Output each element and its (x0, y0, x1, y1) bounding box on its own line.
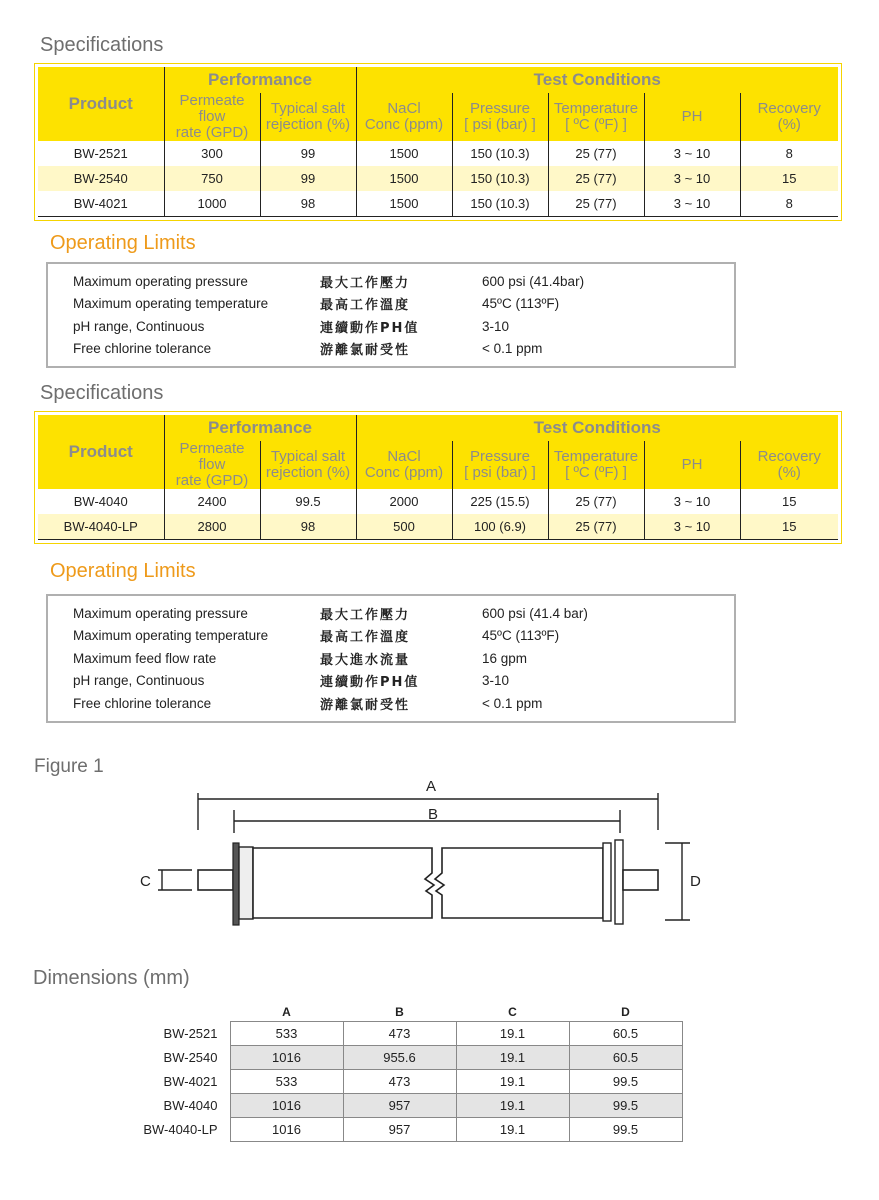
ph-cell: 3 ~ 10 (644, 489, 740, 514)
limit-value: < 0.1 ppm (482, 341, 543, 357)
pressure-cell: 100 (6.9) (452, 514, 548, 539)
dim-c-cell: 19.1 (456, 1069, 569, 1093)
rejection-cell: 99 (260, 141, 356, 166)
limit-row (48, 692, 734, 715)
dimension-a-label: A (426, 778, 437, 795)
test-conditions-header: Test Conditions (356, 67, 838, 93)
recovery-cell: 15 (740, 514, 838, 539)
limit-label-zh: 最大工作壓力 (320, 607, 411, 623)
dimensions-table (130, 1003, 683, 1142)
dim-a-cell: 1016 (230, 1045, 343, 1069)
permeate-flow-header: Permeate flow rate (GPD) (164, 93, 260, 141)
limit-label: pH range, Continuous (73, 318, 205, 334)
right-end-cap (615, 840, 623, 924)
ph-cell: 3 ~ 10 (644, 166, 740, 191)
model-cell: BW-4021 (163, 1073, 218, 1089)
dim-header-a: A (282, 1004, 291, 1019)
limit-label: Maximum operating temperature (73, 296, 269, 312)
nacl-cell: 2000 (356, 489, 452, 514)
table-row (38, 489, 838, 514)
operating-limits-box-1 (46, 262, 736, 368)
pressure-cell: 150 (10.3) (452, 141, 548, 166)
membrane-diagram (120, 775, 720, 940)
specifications-title: Specifications (40, 382, 164, 404)
table-row (130, 1117, 682, 1141)
recovery-cell: 15 (740, 489, 838, 514)
limit-label: pH range, Continuous (73, 673, 205, 689)
right-collar (603, 843, 611, 921)
permeate-cell: 2800 (164, 514, 260, 539)
limit-label: Maximum operating temperature (73, 628, 269, 644)
pressure-header: Pressure [ psi (bar) ] (452, 441, 548, 489)
ph-cell: 3 ~ 10 (644, 141, 740, 166)
temperature-header: Temperature [ ºC (ºF) ] (548, 93, 644, 141)
nacl-cell: 1500 (356, 166, 452, 191)
pressure-cell: 150 (10.3) (452, 166, 548, 191)
temperature-cell: 25 (77) (548, 141, 644, 166)
model-cell: BW-4040 (73, 494, 128, 509)
ph-cell: 3 ~ 10 (644, 191, 740, 216)
rejection-cell: 99 (260, 166, 356, 191)
salt-rejection-header: Typical salt rejection (%) (260, 441, 356, 489)
recovery-cell: 8 (740, 141, 838, 166)
dim-a-cell: 1016 (230, 1093, 343, 1117)
limit-value: < 0.1 ppm (482, 695, 543, 711)
dim-header-d: D (621, 1004, 630, 1019)
permeate-cell: 300 (164, 141, 260, 166)
limit-label-zh: 最高工作溫度 (320, 630, 411, 646)
recovery-cell: 8 (740, 191, 838, 216)
dimension-c (158, 870, 192, 890)
operating-limits-title: Operating Limits (50, 560, 196, 582)
dimension-d-label: D (690, 873, 701, 890)
dim-b-cell: 957 (343, 1117, 456, 1141)
permeate-cell: 2400 (164, 489, 260, 514)
limit-label-zh: 連續動作PH值 (320, 320, 420, 336)
limit-label-zh: 連續動作PH值 (320, 675, 420, 691)
dim-header-blank (130, 1003, 230, 1021)
model-cell: BW-4021 (38, 191, 164, 216)
product-header: Product (38, 415, 164, 489)
dim-a-cell: 1016 (230, 1117, 343, 1141)
temperature-cell: 25 (77) (548, 514, 644, 539)
table-row (38, 141, 838, 166)
temperature-cell: 25 (77) (548, 166, 644, 191)
model-cell: BW-2521 (163, 1025, 218, 1041)
pressure-cell: 225 (15.5) (452, 489, 548, 514)
dim-c-cell: 19.1 (456, 1045, 569, 1069)
dim-b-cell: 955.6 (343, 1045, 456, 1069)
dimension-b-label: B (428, 806, 439, 823)
table-row (130, 1045, 682, 1069)
dim-c-cell: 19.1 (456, 1117, 569, 1141)
limit-row (48, 602, 734, 625)
ph-header: PH (644, 441, 740, 489)
model-cell: BW-2540 (163, 1049, 218, 1065)
limit-label-zh: 游離氯耐受性 (320, 697, 411, 713)
recovery-header: Recovery (%) (740, 93, 838, 141)
dim-d-cell: 99.5 (569, 1093, 682, 1117)
dim-a-cell: 533 (230, 1021, 343, 1045)
left-pipe (198, 870, 233, 890)
operating-limits-box-2 (46, 594, 736, 723)
dim-header-c: C (508, 1004, 517, 1019)
limit-value: 3-10 (482, 673, 510, 689)
limit-row (48, 270, 734, 293)
limit-value: 600 psi (41.4 bar) (482, 605, 588, 621)
test-conditions-header: Test Conditions (356, 415, 838, 441)
limit-label: Free chlorine tolerance (73, 341, 212, 357)
dim-c-cell: 19.1 (456, 1093, 569, 1117)
temperature-cell: 25 (77) (548, 489, 644, 514)
table-row (38, 166, 838, 191)
limit-label: Maximum feed flow rate (73, 650, 217, 666)
model-cell: BW-2521 (73, 146, 128, 161)
right-pipe (623, 870, 658, 890)
dimension-c-label: C (140, 873, 151, 890)
limit-row (48, 670, 734, 693)
limit-label-zh: 最高工作溫度 (320, 298, 411, 314)
specifications-table-2 (34, 411, 842, 544)
ph-header: PH (644, 93, 740, 141)
limit-label-zh: 游離氯耐受性 (320, 343, 411, 359)
temperature-header: Temperature [ ºC (ºF) ] (548, 441, 644, 489)
limit-label: Free chlorine tolerance (73, 695, 212, 711)
ph-cell: 3 ~ 10 (644, 514, 740, 539)
dimension-d (665, 843, 690, 920)
left-collar (239, 847, 253, 919)
limit-value: 3-10 (482, 318, 510, 334)
model-cell: BW-4040-LP (143, 1121, 218, 1137)
nacl-header: NaCl Conc (ppm) (356, 441, 452, 489)
performance-header: Performance (164, 67, 356, 93)
model-cell: BW-4040 (163, 1097, 218, 1113)
limit-label-zh: 最大工作壓力 (320, 275, 411, 291)
table-row (130, 1093, 682, 1117)
dim-b-cell: 957 (343, 1093, 456, 1117)
pressure-header: Pressure [ psi (bar) ] (452, 93, 548, 141)
salt-rejection-header: Typical salt rejection (%) (260, 93, 356, 141)
dim-a-cell: 533 (230, 1069, 343, 1093)
temperature-cell: 25 (77) (548, 191, 644, 216)
dim-header-b: B (395, 1004, 404, 1019)
limit-row (48, 647, 734, 670)
nacl-cell: 1500 (356, 191, 452, 216)
nacl-header: NaCl Conc (ppm) (356, 93, 452, 141)
pressure-cell: 150 (10.3) (452, 191, 548, 216)
specifications-table-1 (34, 63, 842, 221)
limit-label: Maximum operating pressure (73, 273, 248, 289)
limit-value: 45ºC (113ºF) (482, 628, 560, 644)
operating-limits-title: Operating Limits (50, 232, 196, 254)
limit-label-zh: 最大進水流量 (320, 652, 411, 668)
permeate-cell: 1000 (164, 191, 260, 216)
table-row (38, 514, 838, 539)
dim-d-cell: 99.5 (569, 1117, 682, 1141)
nacl-cell: 1500 (356, 141, 452, 166)
dim-b-cell: 473 (343, 1069, 456, 1093)
product-header: Product (38, 67, 164, 141)
permeate-cell: 750 (164, 166, 260, 191)
figure-title: Figure 1 (34, 756, 104, 777)
dimension-b (234, 810, 620, 833)
table-row (130, 1021, 682, 1045)
limit-value: 16 gpm (482, 650, 528, 666)
permeate-flow-header: Permeate flow rate (GPD) (164, 441, 260, 489)
limit-value: 45ºC (113ºF) (482, 296, 560, 312)
dim-c-cell: 19.1 (456, 1021, 569, 1045)
model-cell: BW-2540 (38, 166, 164, 191)
membrane-body-left (253, 848, 434, 918)
specifications-title: Specifications (40, 34, 164, 56)
recovery-cell: 15 (740, 166, 838, 191)
rejection-cell: 99.5 (260, 489, 356, 514)
table-row (38, 191, 838, 216)
limit-row (48, 625, 734, 648)
limit-label: Maximum operating pressure (73, 605, 248, 621)
rejection-cell: 98 (260, 514, 356, 539)
limit-row (48, 293, 734, 316)
table-row (130, 1069, 682, 1093)
recovery-header: Recovery (%) (740, 441, 838, 489)
dim-d-cell: 99.5 (569, 1069, 682, 1093)
model-cell: BW-4040-LP (38, 514, 164, 539)
dim-d-cell: 60.5 (569, 1045, 682, 1069)
limit-row (48, 338, 734, 361)
rejection-cell: 98 (260, 191, 356, 216)
dim-b-cell: 473 (343, 1021, 456, 1045)
limit-value: 600 psi (41.4bar) (482, 273, 585, 289)
dimensions-title: Dimensions (mm) (33, 967, 190, 989)
performance-header: Performance (164, 415, 356, 441)
membrane-body-right (435, 848, 603, 918)
nacl-cell: 500 (356, 514, 452, 539)
limit-row (48, 315, 734, 338)
left-end-cap (233, 843, 239, 925)
dim-d-cell: 60.5 (569, 1021, 682, 1045)
